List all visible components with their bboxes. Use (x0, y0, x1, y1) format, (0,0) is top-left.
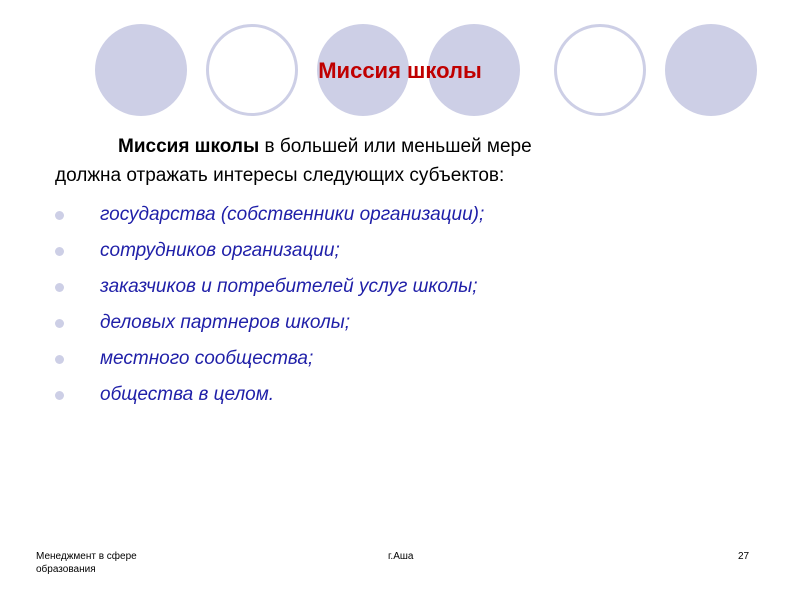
stakeholder-list (50, 197, 484, 413)
list-item (50, 377, 484, 413)
bullet-dot-icon (55, 247, 64, 256)
footer-location: г.Аша (388, 551, 414, 562)
bullet-dot-icon (55, 211, 64, 220)
list-item-text: общества в целом. (100, 384, 275, 405)
list-item (50, 341, 484, 377)
list-item (50, 197, 484, 233)
intro-line-1 (55, 132, 745, 161)
list-item-text: заказчиков и потребителей услуг школы; (100, 276, 478, 297)
bullet-dot-icon (55, 319, 64, 328)
intro-line-1-rest: в большей или меньшей мере (259, 136, 532, 157)
bullet-dot-icon (55, 391, 64, 400)
footer-page-number: 27 (738, 551, 750, 562)
bullet-dot-icon (55, 283, 64, 292)
list-item (50, 269, 484, 305)
intro-line-2: должна отражать интересы следующих субъектов: (55, 165, 505, 186)
list-item-text: деловых партнеров школы; (100, 312, 351, 333)
slide-title: Миссия школы (318, 58, 482, 83)
list-item (50, 305, 484, 341)
footer-course-name: Менеджмент в сфере образования (36, 551, 137, 575)
bullet-dot-icon (55, 355, 64, 364)
list-item-text: сотрудников организации; (100, 240, 340, 261)
list-item-text: государства (собственники организации); (100, 204, 485, 225)
intro-paragraph (55, 132, 745, 190)
list-item (50, 233, 484, 269)
list-item-text: местного сообщества; (100, 348, 314, 369)
intro-bold-term: Миссия школы (118, 136, 260, 157)
